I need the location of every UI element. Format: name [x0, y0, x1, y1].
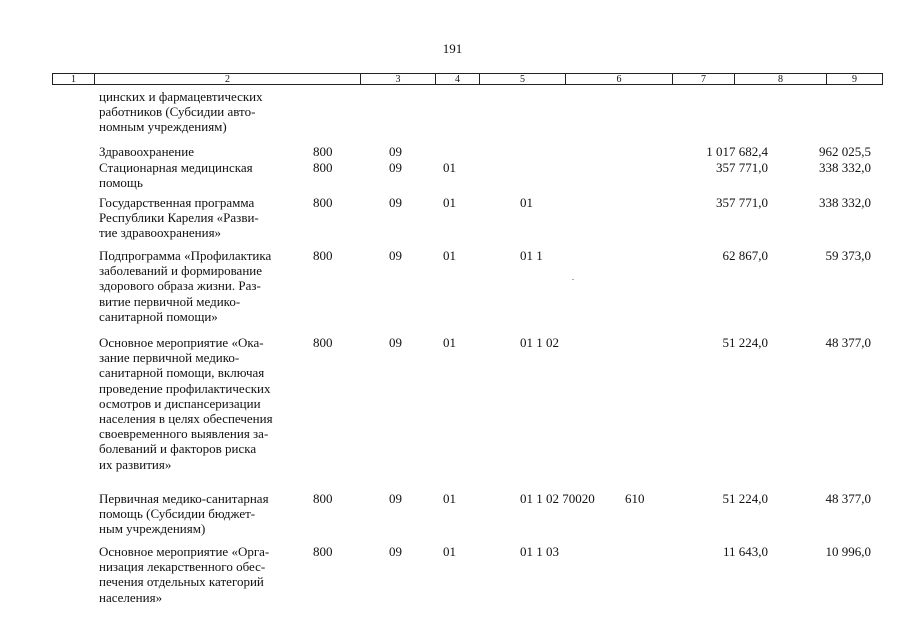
header-col-2: 2: [94, 74, 360, 84]
row-name: Подпрограмма «Профилактика заболеваний и формирование здорового образа жизни. Раз- витие первичной медико- санитарной помощи»: [99, 248, 272, 324]
row-name: Основное мероприятие «Ока- зание первичной медико- санитарной помощи, включая проведение профилактических осмотров и диспансеризации населения в целях обеспечения своевременного выявления за- болеваний и факторов риска их развития»: [99, 335, 273, 472]
header-col-1: 1: [71, 74, 76, 85]
row-c4: 09: [389, 248, 402, 263]
row-c5: 01: [443, 491, 456, 506]
header-col-7: 7: [672, 74, 734, 84]
row-c9: 338 332,0: [819, 160, 871, 175]
header-col-6: 6: [565, 74, 672, 84]
row-c6: 01 1 03: [520, 544, 559, 559]
header-col-4: 4: [435, 74, 479, 84]
row-c9: 48 377,0: [825, 335, 871, 350]
table-header: [52, 73, 883, 85]
header-col-8: 8: [734, 74, 826, 84]
row-c4: 09: [389, 144, 402, 159]
header-col-5: 5: [479, 74, 565, 84]
row-c6: 01 1: [520, 248, 543, 263]
row-c9: 962 025,5: [819, 144, 871, 159]
row-c4: 09: [389, 160, 402, 175]
row-c5: 01: [443, 195, 456, 210]
row-c8: 357 771,0: [716, 160, 768, 175]
row-c7: 610: [625, 491, 645, 506]
row-name: цинских и фармацевтических работников (Субсидии авто- номным учреждениям): [99, 89, 263, 135]
row-c4: 09: [389, 335, 402, 350]
row-c6: 01: [520, 195, 533, 210]
row-c4: 09: [389, 544, 402, 559]
row-c6: 01 1 02 70020: [520, 491, 595, 506]
row-c3: 800: [313, 195, 333, 210]
row-c8: 1 017 682,4: [706, 144, 768, 159]
row-c3: 800: [313, 144, 333, 159]
row-name: Здравоохранение: [99, 144, 194, 159]
row-c9: 338 332,0: [819, 195, 871, 210]
row-c4: 09: [389, 195, 402, 210]
row-c8: 51 224,0: [722, 335, 768, 350]
row-c8: 357 771,0: [716, 195, 768, 210]
row-c5: 01: [443, 248, 456, 263]
row-c9: 48 377,0: [825, 491, 871, 506]
scan-speck: [572, 279, 574, 280]
row-c6: 01 1 02: [520, 335, 559, 350]
row-c9: 10 996,0: [825, 544, 871, 559]
row-c3: 800: [313, 544, 333, 559]
row-name: Стационарная медицинская помощь: [99, 160, 253, 191]
page-number: 191: [442, 41, 463, 56]
row-c8: 62 867,0: [722, 248, 768, 263]
row-c5: 01: [443, 544, 456, 559]
row-c5: 01: [443, 160, 456, 175]
row-c3: 800: [313, 335, 333, 350]
row-c8: 11 643,0: [722, 544, 768, 559]
row-name: Государственная программа Республики Карелия «Разви- тие здравоохранения»: [99, 195, 259, 241]
header-col-9: 9: [826, 74, 882, 84]
row-c5: 01: [443, 335, 456, 350]
row-c4: 09: [389, 491, 402, 506]
row-c3: 800: [313, 491, 333, 506]
header-col-3: 3: [360, 74, 435, 84]
row-c3: 800: [313, 160, 333, 175]
row-name: Основное мероприятие «Орга- низация лекарственного обес- печения отдельных категорий населения»: [99, 544, 270, 605]
row-c3: 800: [313, 248, 333, 263]
row-name: Первичная медико-санитарная помощь (Субсидии бюджет- ным учреждениям): [99, 491, 269, 537]
row-c8: 51 224,0: [722, 491, 768, 506]
row-c9: 59 373,0: [825, 248, 871, 263]
